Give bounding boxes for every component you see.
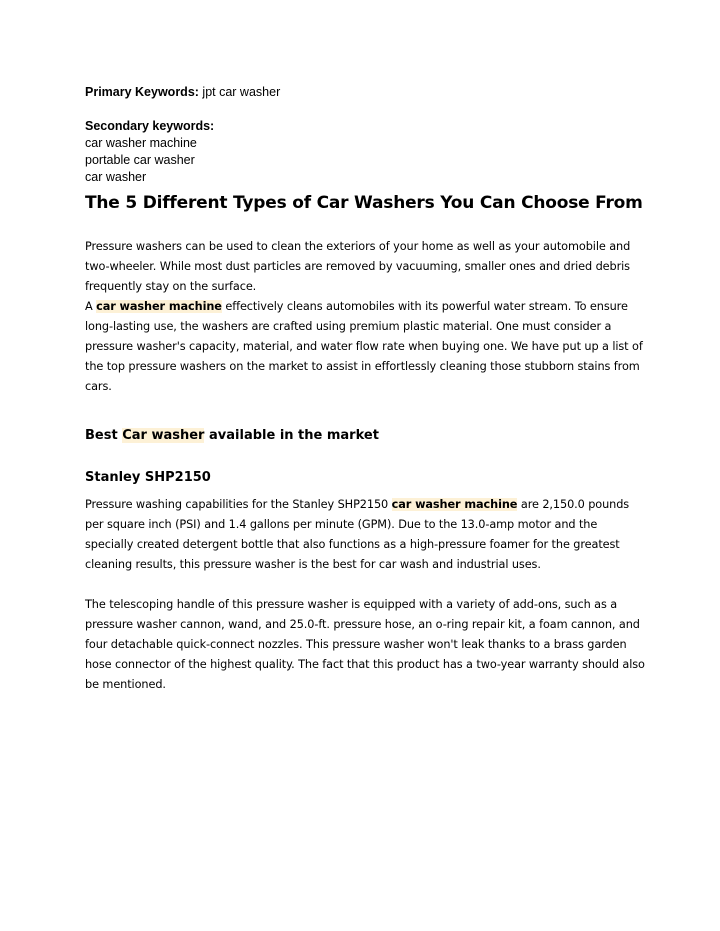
secondary-keyword-item: car washer machine [85,136,197,150]
keyword-highlight: car washer machine [96,300,222,313]
keyword-highlight: car washer machine [391,498,518,511]
best-heading: Best Car washer available in the market [85,428,379,443]
keywords-block [85,84,645,186]
primary-keywords-value: jpt car washer [202,85,281,99]
primary-keywords-line [85,84,645,101]
secondary-keyword-item: portable car washer [85,153,195,167]
intro-paragraph-1: Pressure washers can be used to clean the exteriors of your home as well as your automobile and two-wheeler. While most dust particles are removed by vacuuming, smaller ones and dried debris frequently stay on the surface. [85,240,631,293]
product-paragraph-2: The telescoping handle of this pressure washer is equipped with a variety of add-ons, such as a pressure washer cannon, wand, and 25.0-ft. pressure hose, an o-ring repair kit, a foam cannon, and four detachable quick-connect nozzles. This pressure washer won't leak thanks to a brass garden hose connector of the highest quality. The fact that this product has a two-year warranty should also be mentioned. [85,598,645,691]
primary-keywords-label: Primary Keywords: [85,85,199,99]
keyword-highlight: Car washer [122,428,205,443]
document-page [85,84,645,695]
product-heading: Stanley SHP2150 [85,470,211,485]
secondary-keywords-label: Secondary keywords: [85,119,215,133]
product-section [85,495,645,695]
secondary-keyword-item: car washer [85,170,147,184]
intro-paragraph-2: A car washer machine effectively cleans automobiles with its powerful water stream. To ensure long-lasting use, the washers are crafted using premium plastic material. One must consider a pressure washer's capacity, material, and water flow rate when buying one. We have put up a list of the top pressure washers on the market to assist in effortlessly cleaning those stubborn stains from cars. [85,300,643,393]
document-title: The 5 Different Types of Car Washers You Can Choose From [85,193,643,213]
product-paragraph-1: Pressure washing capabilities for the Stanley SHP2150 car washer machine are 2,150.0 pounds per square inch (PSI) and 1.4 gallons per minute (GPM). Due to the 13.0-amp motor and the specially created detergent bottle that also functions as a high-pressure foamer for the greatest cleaning results, this pressure washer is the best for car wash and industrial uses. [85,498,630,571]
intro-section [85,237,645,397]
